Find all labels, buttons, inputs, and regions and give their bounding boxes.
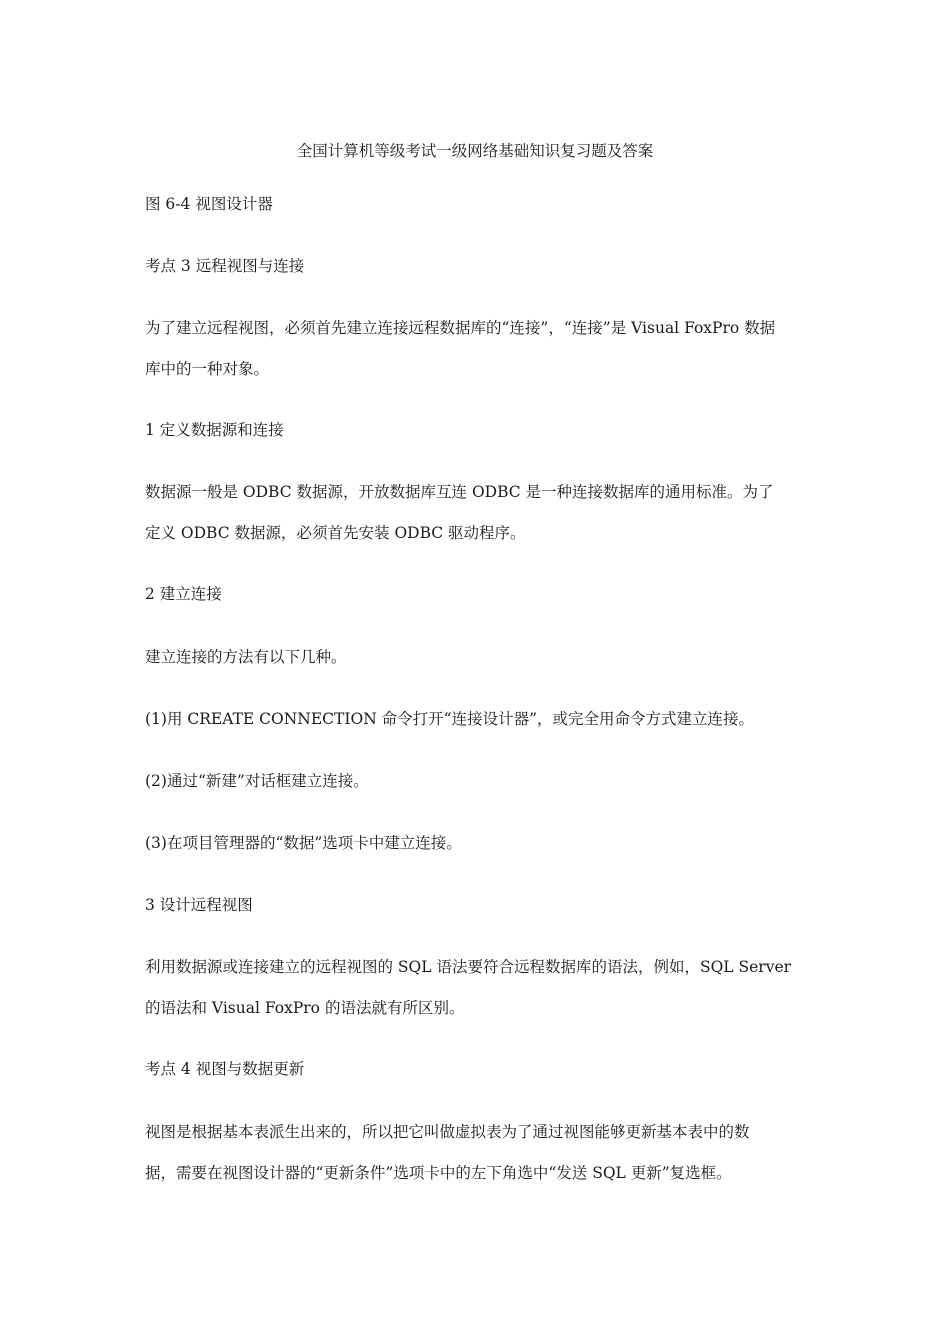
paragraph-line: 图 6-4 视图设计器: [145, 195, 273, 213]
paragraph-line: 库中的一种对象。: [145, 360, 270, 378]
paragraph-odbc: [145, 481, 813, 544]
paragraph-line: 建立连接的方法有以下几种。: [145, 648, 347, 666]
paragraph-line: 定义 ODBC 数据源，必须首先安装 ODBC 驱动程序。: [145, 524, 526, 542]
paragraph-sql-syntax: [145, 956, 813, 1019]
paragraph-line: (3)在项目管理器的“数据”选项卡中建立连接。: [145, 834, 462, 852]
list-item-method-3: [145, 832, 813, 854]
paragraph-connection-methods: [145, 646, 813, 668]
section-heading-topic4: [145, 1058, 813, 1080]
paragraph-line: 的语法和 Visual FoxPro 的语法就有所区别。: [145, 999, 465, 1017]
subheading-create-connection: [145, 583, 813, 605]
document-title: 全国计算机等级考试一级网络基础知识复习题及答案: [296, 142, 654, 160]
list-item-method-1: [145, 708, 813, 730]
paragraph-line: 视图是根据基本表派生出来的，所以把它叫做虚拟表为了通过视图能够更新基本表中的数: [145, 1123, 750, 1141]
subheading-design-remote-view: [145, 894, 813, 916]
paragraph-line: (1)用 CREATE CONNECTION 命令打开“连接设计器”，或完全用命令方式建立连接。: [145, 710, 755, 728]
section-heading-topic3: [145, 255, 813, 277]
paragraph-line: 考点 3 远程视图与连接: [145, 257, 305, 275]
paragraph-view-update: [145, 1121, 813, 1184]
paragraph-line: 数据源一般是 ODBC 数据源，开放数据库互连 ODBC 是一种连接数据库的通用标准。为了: [145, 483, 774, 501]
paragraph-line: 利用数据源或连接建立的远程视图的 SQL 语法要符合远程数据库的语法，例如，SQL Server: [145, 958, 792, 976]
paragraph-line: 3 设计远程视图: [145, 896, 253, 914]
paragraph-line: 为了建立远程视图，必须首先建立连接远程数据库的“连接”，“连接”是 Visual FoxPro 数据: [145, 319, 776, 337]
list-item-method-2: [145, 770, 813, 792]
paragraph-line: 据，需要在视图设计器的“更新条件”选项卡中的左下角选中“发送 SQL 更新”复选框。: [145, 1164, 732, 1182]
subheading-define-datasource: [145, 419, 813, 441]
paragraph-line: 1 定义数据源和连接: [145, 421, 284, 439]
paragraph-line: 考点 4 视图与数据更新: [145, 1060, 305, 1078]
paragraph-line: (2)通过“新建”对话框建立连接。: [145, 772, 369, 790]
paragraph-remote-view-intro: [145, 317, 813, 380]
figure-caption: [145, 193, 813, 215]
paragraph-line: 2 建立连接: [145, 585, 222, 603]
